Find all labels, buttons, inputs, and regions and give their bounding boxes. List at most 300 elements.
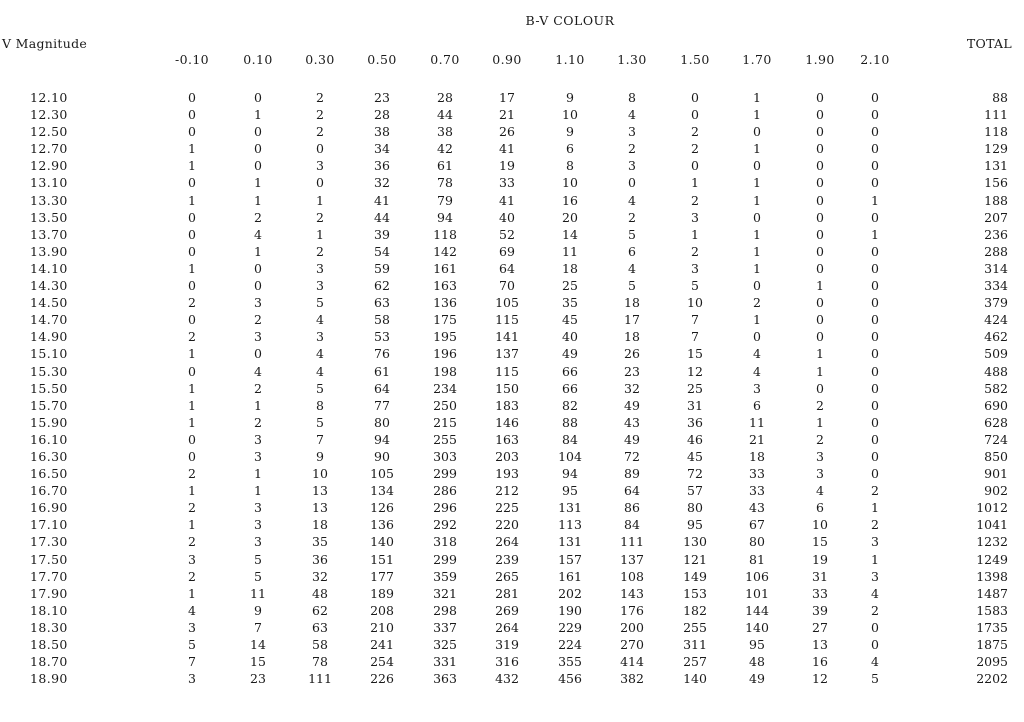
count-cell: 5 [254, 568, 262, 584]
count-cell: 241 [370, 637, 394, 652]
table-row [0, 482, 1024, 499]
count-cell: 146 [495, 414, 519, 430]
magnitude-cell: 17.10 [30, 517, 68, 533]
count-cell: 3 [628, 124, 636, 140]
table-row [0, 397, 1024, 414]
count-cell: 72 [624, 448, 640, 464]
count-cell: 8 [628, 90, 636, 105]
table-row [0, 123, 1024, 140]
table-row [0, 328, 1024, 345]
count-cell: 131 [558, 500, 582, 516]
total-cell: 850 [984, 448, 1008, 464]
count-cell: 3 [188, 619, 196, 635]
count-cell: 0 [254, 346, 262, 362]
count-cell: 2 [188, 534, 196, 550]
count-cell: 88 [562, 414, 578, 430]
count-cell: 3 [188, 551, 196, 567]
count-cell: 1 [254, 192, 262, 208]
count-cell: 0 [816, 260, 824, 276]
count-cell: 1 [254, 243, 262, 259]
column-header: 0.30 [305, 52, 335, 67]
count-cell: 1 [188, 260, 196, 276]
count-cell: 95 [687, 517, 703, 533]
count-cell: 40 [499, 209, 515, 225]
count-cell: 113 [558, 517, 582, 533]
magnitude-cell: 15.10 [30, 346, 68, 362]
total-cell: 1232 [976, 534, 1008, 550]
column-header: 1.70 [742, 52, 772, 67]
count-cell: 0 [188, 431, 196, 447]
count-cell: 94 [562, 466, 578, 482]
magnitude-cell: 12.10 [30, 90, 68, 105]
count-cell: 0 [753, 158, 761, 174]
count-cell: 163 [495, 431, 519, 447]
magnitude-cell: 18.90 [30, 671, 68, 687]
count-cell: 4 [871, 585, 879, 601]
count-cell: 2 [753, 295, 761, 311]
count-cell: 4 [188, 602, 196, 618]
count-cell: 33 [749, 483, 765, 499]
count-cell: 1 [316, 192, 324, 208]
count-cell: 16 [812, 654, 828, 670]
count-cell: 19 [812, 551, 828, 567]
count-cell: 311 [683, 637, 707, 652]
count-cell: 0 [871, 346, 879, 362]
count-cell: 0 [188, 278, 196, 294]
column-header: 1.10 [555, 52, 585, 67]
count-cell: 318 [433, 534, 457, 550]
magnitude-cell: 12.50 [30, 124, 68, 140]
count-cell: 62 [312, 602, 328, 618]
count-cell: 43 [749, 500, 765, 516]
table-row [0, 260, 1024, 277]
count-cell: 2 [188, 568, 196, 584]
count-cell: 111 [308, 671, 332, 687]
column-header: 1.50 [680, 52, 710, 67]
count-cell: 0 [753, 278, 761, 294]
count-cell: 15 [250, 654, 266, 670]
total-cell: 156 [984, 175, 1008, 191]
count-cell: 3 [254, 517, 262, 533]
total-cell: 2095 [976, 654, 1008, 670]
count-cell: 10 [812, 517, 828, 533]
count-cell: 45 [687, 448, 703, 464]
count-cell: 215 [433, 414, 457, 430]
count-cell: 48 [749, 654, 765, 670]
count-cell: 5 [628, 278, 636, 294]
total-cell: 1041 [976, 517, 1008, 533]
count-cell: 0 [871, 243, 879, 259]
count-cell: 1 [753, 192, 761, 208]
count-cell: 39 [374, 226, 390, 242]
count-cell: 1 [753, 141, 761, 157]
count-cell: 149 [683, 568, 707, 584]
magnitude-cell: 14.90 [30, 329, 68, 345]
total-cell: 1583 [976, 602, 1008, 618]
table-row [0, 551, 1024, 568]
count-cell: 0 [871, 175, 879, 191]
count-cell: 63 [374, 295, 390, 311]
count-cell: 1 [254, 483, 262, 499]
total-cell: 628 [984, 414, 1008, 430]
count-cell: 4 [871, 654, 879, 670]
count-cell: 10 [687, 295, 703, 311]
count-cell: 1 [188, 158, 196, 174]
count-cell: 0 [254, 90, 262, 105]
magnitude-cell: 12.90 [30, 158, 68, 174]
count-cell: 1 [316, 226, 324, 242]
count-cell: 8 [316, 397, 324, 413]
total-cell: 902 [984, 483, 1008, 499]
table-row [0, 533, 1024, 550]
count-cell: 36 [312, 551, 328, 567]
count-cell: 9 [566, 124, 574, 140]
count-cell: 3 [753, 380, 761, 396]
count-cell: 144 [745, 602, 769, 618]
count-cell: 84 [624, 517, 640, 533]
count-cell: 115 [495, 312, 519, 328]
count-cell: 298 [433, 602, 457, 618]
count-cell: 0 [816, 312, 824, 328]
count-cell: 44 [437, 107, 453, 123]
total-cell: 1398 [976, 568, 1008, 584]
count-cell: 49 [562, 346, 578, 362]
count-cell: 64 [499, 260, 515, 276]
count-cell: 31 [812, 568, 828, 584]
count-cell: 1 [753, 226, 761, 242]
total-cell: 901 [984, 466, 1008, 482]
count-cell: 3 [628, 158, 636, 174]
table-row [0, 602, 1024, 619]
count-cell: 35 [312, 534, 328, 550]
count-cell: 212 [495, 483, 519, 499]
count-cell: 76 [374, 346, 390, 362]
magnitude-cell: 15.30 [30, 363, 68, 379]
count-cell: 64 [624, 483, 640, 499]
count-cell: 0 [816, 107, 824, 123]
table-title: B-V COLOUR [525, 13, 615, 28]
row-header: V Magnitude [2, 36, 88, 51]
count-cell: 67 [749, 517, 765, 533]
count-cell: 137 [620, 551, 644, 567]
count-cell: 0 [871, 295, 879, 311]
total-cell: 129 [984, 141, 1008, 157]
count-cell: 1 [188, 397, 196, 413]
count-cell: 3 [254, 431, 262, 447]
magnitude-cell: 16.90 [30, 500, 68, 516]
count-cell: 18 [749, 448, 765, 464]
count-cell: 0 [871, 312, 879, 328]
count-cell: 183 [495, 397, 519, 413]
table-row [0, 448, 1024, 465]
count-cell: 1 [753, 90, 761, 105]
count-cell: 61 [374, 363, 390, 379]
count-cell: 177 [370, 568, 394, 584]
magnitude-cell: 17.50 [30, 551, 68, 567]
count-cell: 72 [687, 466, 703, 482]
count-cell: 7 [316, 431, 324, 447]
count-cell: 1 [188, 517, 196, 533]
total-cell: 207 [984, 209, 1008, 225]
count-cell: 1 [188, 380, 196, 396]
count-cell: 151 [370, 551, 394, 567]
total-cell: 118 [984, 124, 1008, 140]
count-cell: 126 [370, 500, 394, 516]
count-cell: 1 [871, 226, 879, 242]
count-cell: 1 [188, 585, 196, 601]
count-cell: 14 [250, 637, 266, 652]
magnitude-cell: 13.70 [30, 226, 68, 242]
count-cell: 319 [495, 637, 519, 652]
count-cell: 45 [562, 312, 578, 328]
table-row [0, 140, 1024, 157]
magnitude-cell: 18.30 [30, 619, 68, 635]
table-row [0, 89, 1024, 106]
count-cell: 15 [687, 346, 703, 362]
count-cell: 20 [562, 209, 578, 225]
count-cell: 0 [188, 124, 196, 140]
count-cell: 10 [562, 107, 578, 123]
count-cell: 255 [433, 431, 457, 447]
count-cell: 296 [433, 500, 457, 516]
count-cell: 2 [316, 124, 324, 140]
table-row [0, 636, 1024, 653]
count-cell: 40 [562, 329, 578, 345]
count-cell: 210 [370, 619, 394, 635]
count-cell: 6 [753, 397, 761, 413]
count-cell: 2 [816, 431, 824, 447]
count-cell: 25 [562, 278, 578, 294]
count-cell: 66 [562, 363, 578, 379]
count-cell: 140 [683, 671, 707, 687]
count-cell: 0 [188, 243, 196, 259]
count-cell: 2 [871, 483, 879, 499]
count-cell: 9 [316, 448, 324, 464]
count-cell: 363 [433, 671, 457, 687]
count-cell: 25 [687, 380, 703, 396]
count-cell: 2 [816, 397, 824, 413]
count-cell: 2 [691, 124, 699, 140]
count-cell: 0 [871, 141, 879, 157]
count-cell: 303 [433, 448, 457, 464]
count-cell: 62 [374, 278, 390, 294]
magnitude-cell: 12.70 [30, 141, 68, 157]
count-cell: 11 [250, 585, 266, 601]
count-cell: 105 [370, 466, 394, 482]
count-cell: 292 [433, 517, 457, 533]
count-cell: 17 [624, 312, 640, 328]
count-cell: 52 [499, 226, 515, 242]
count-cell: 2 [254, 380, 262, 396]
count-cell: 94 [437, 209, 453, 225]
count-cell: 0 [188, 175, 196, 191]
count-cell: 161 [558, 568, 582, 584]
count-cell: 7 [188, 654, 196, 670]
count-cell: 0 [816, 192, 824, 208]
count-cell: 224 [558, 637, 582, 652]
total-cell: 509 [984, 346, 1008, 362]
count-cell: 49 [749, 671, 765, 687]
count-cell: 54 [374, 243, 390, 259]
count-cell: 1 [188, 346, 196, 362]
count-cell: 42 [437, 141, 453, 157]
count-cell: 33 [499, 175, 515, 191]
magnitude-cell: 15.90 [30, 414, 68, 430]
count-cell: 26 [499, 124, 515, 140]
count-cell: 0 [254, 124, 262, 140]
count-cell: 0 [188, 363, 196, 379]
count-cell: 106 [745, 568, 769, 584]
count-cell: 0 [254, 260, 262, 276]
count-cell: 1 [254, 466, 262, 482]
count-cell: 264 [495, 534, 519, 550]
count-cell: 4 [628, 107, 636, 123]
count-cell: 3 [254, 534, 262, 550]
count-cell: 35 [562, 295, 578, 311]
count-cell: 153 [683, 585, 707, 601]
total-cell: 724 [984, 431, 1008, 447]
table-row [0, 243, 1024, 260]
count-cell: 2 [188, 500, 196, 516]
count-cell: 5 [871, 671, 879, 687]
count-cell: 16 [562, 192, 578, 208]
count-cell: 28 [437, 90, 453, 105]
count-cell: 0 [871, 158, 879, 174]
count-cell: 456 [558, 671, 582, 687]
count-cell: 0 [816, 243, 824, 259]
count-cell: 0 [871, 278, 879, 294]
count-cell: 3 [254, 500, 262, 516]
magnitude-cell: 17.30 [30, 534, 68, 550]
count-cell: 0 [816, 141, 824, 157]
count-cell: 3 [691, 209, 699, 225]
count-cell: 1 [816, 278, 824, 294]
count-cell: 48 [312, 585, 328, 601]
magnitude-cell: 16.10 [30, 431, 68, 447]
table-row [0, 277, 1024, 294]
table-row [0, 431, 1024, 448]
count-cell: 254 [370, 654, 394, 670]
count-cell: 4 [316, 363, 324, 379]
count-cell: 136 [433, 295, 457, 311]
count-cell: 53 [374, 329, 390, 345]
total-cell: 2202 [976, 671, 1008, 687]
count-cell: 136 [370, 517, 394, 533]
table-row [0, 345, 1024, 362]
column-header: 1.30 [617, 52, 647, 67]
count-cell: 281 [495, 585, 519, 601]
column-header: 0.90 [492, 52, 522, 67]
count-cell: 111 [620, 534, 644, 550]
count-cell: 257 [683, 654, 707, 670]
column-header: 1.90 [805, 52, 835, 67]
count-cell: 316 [495, 654, 519, 670]
count-cell: 3 [871, 534, 879, 550]
table-row [0, 619, 1024, 636]
count-cell: 18 [624, 295, 640, 311]
count-cell: 32 [374, 175, 390, 191]
count-cell: 33 [812, 585, 828, 601]
count-cell: 234 [433, 380, 457, 396]
count-cell: 4 [316, 312, 324, 328]
total-cell: 288 [984, 243, 1008, 259]
count-cell: 32 [624, 380, 640, 396]
count-cell: 208 [370, 602, 394, 618]
count-cell: 90 [374, 448, 390, 464]
count-cell: 255 [683, 619, 707, 635]
count-cell: 121 [683, 551, 707, 567]
count-cell: 2 [871, 517, 879, 533]
count-cell: 1 [188, 483, 196, 499]
magnitude-cell: 14.50 [30, 295, 68, 311]
count-cell: 18 [562, 260, 578, 276]
count-cell: 0 [871, 397, 879, 413]
count-cell: 0 [188, 312, 196, 328]
table-row [0, 516, 1024, 533]
count-cell: 2 [628, 209, 636, 225]
magnitude-cell: 13.30 [30, 192, 68, 208]
count-cell: 1 [188, 414, 196, 430]
count-cell: 0 [871, 260, 879, 276]
count-cell: 0 [816, 295, 824, 311]
table-row [0, 653, 1024, 670]
count-cell: 84 [562, 431, 578, 447]
total-cell: 1012 [976, 500, 1008, 516]
count-cell: 359 [433, 568, 457, 584]
total-cell: 188 [984, 192, 1008, 208]
count-cell: 82 [562, 397, 578, 413]
count-cell: 3 [816, 466, 824, 482]
count-cell: 0 [816, 380, 824, 396]
count-cell: 95 [562, 483, 578, 499]
count-cell: 80 [374, 414, 390, 430]
count-cell: 41 [499, 141, 515, 157]
count-cell: 32 [312, 568, 328, 584]
magnitude-cell: 12.30 [30, 107, 68, 123]
count-cell: 163 [433, 278, 457, 294]
table-row [0, 174, 1024, 191]
count-cell: 64 [374, 380, 390, 396]
count-cell: 2 [691, 192, 699, 208]
count-cell: 0 [871, 363, 879, 379]
count-cell: 2 [188, 466, 196, 482]
total-cell: 1249 [976, 551, 1008, 567]
count-cell: 12 [687, 363, 703, 379]
count-cell: 175 [433, 312, 457, 328]
count-cell: 0 [871, 107, 879, 123]
count-cell: 161 [433, 260, 457, 276]
count-cell: 36 [687, 414, 703, 430]
count-cell: 0 [316, 141, 324, 157]
magnitude-cell: 15.70 [30, 397, 68, 413]
count-cell: 1 [753, 175, 761, 191]
count-cell: 21 [749, 431, 765, 447]
count-cell: 33 [749, 466, 765, 482]
count-cell: 0 [691, 158, 699, 174]
count-cell: 134 [370, 483, 394, 499]
table-row [0, 363, 1024, 380]
table-body [0, 89, 1024, 687]
count-cell: 78 [437, 175, 453, 191]
count-cell: 1 [254, 107, 262, 123]
count-cell: 1 [753, 107, 761, 123]
count-cell: 0 [871, 380, 879, 396]
count-cell: 265 [495, 568, 519, 584]
magnitude-cell: 14.30 [30, 278, 68, 294]
count-cell: 3 [316, 329, 324, 345]
count-cell: 11 [562, 243, 578, 259]
count-cell: 0 [871, 414, 879, 430]
